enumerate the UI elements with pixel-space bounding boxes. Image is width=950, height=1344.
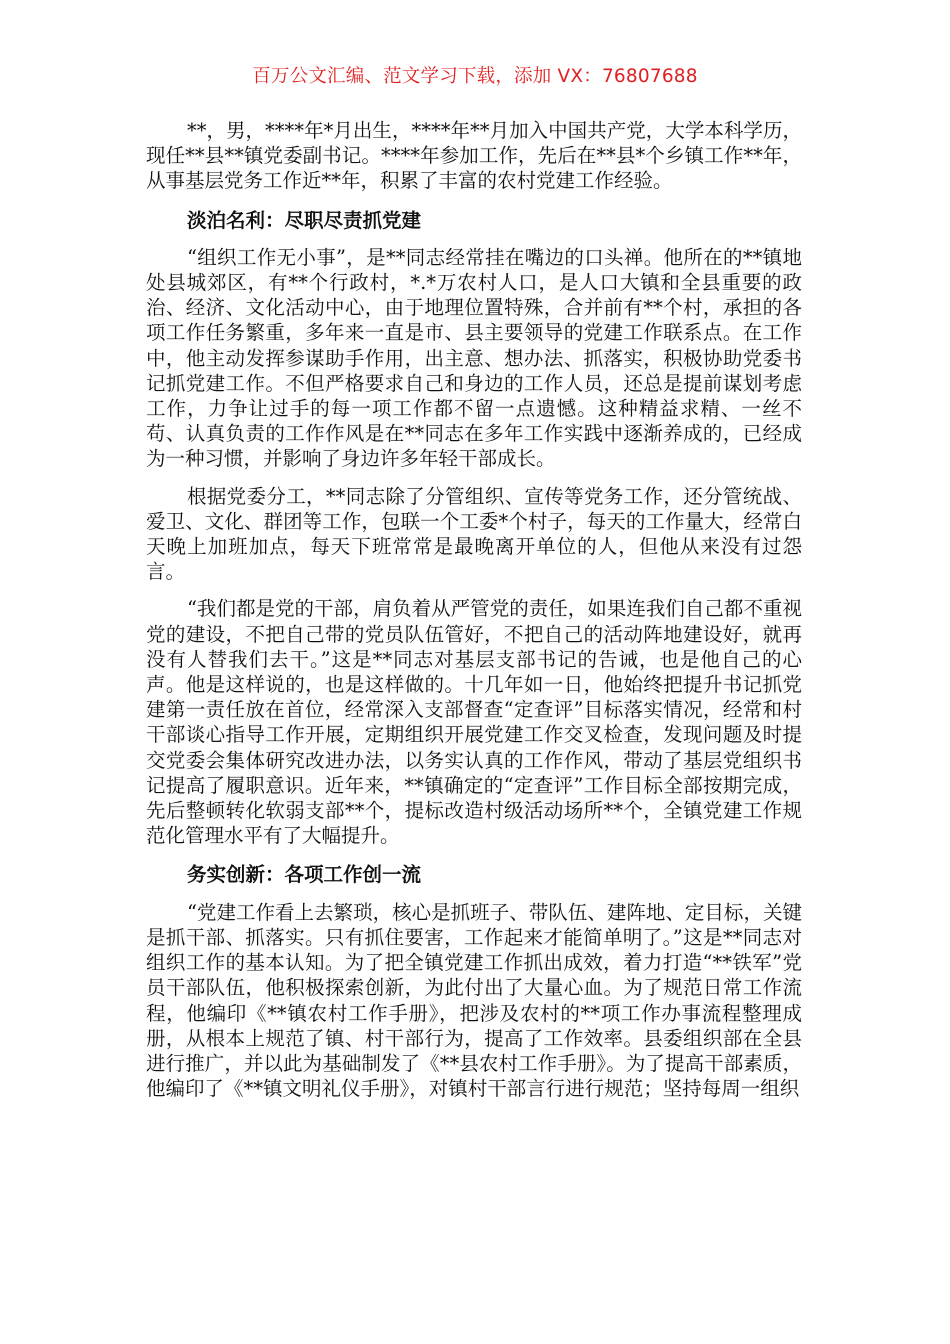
body-paragraph-2: 根据党委分工，**同志除了分管组织、宣传等党务工作，还分管统战、爱卫、文化、群团等工作，包联一个工委*个村子，每天的工作量大，经常白天晚上加班加点，每天下班常常是最晚离开单位的人，但他从来没有过怨言。 [146,484,802,584]
body-paragraph-3: “我们都是党的干部，肩负着从严管党的责任，如果连我们自己都不重视党的建设，不把自己带的党员队伍管好，不把自己的活动阵地建设好，就再没有人替我们去干。”这是**同志对基层支部书记的告诫，也是他自己的心声。他是这样说的，也是这样做的。十几年如一日，他始终把提升书记抓党建第一责任放在首位，经常深入支部督查“定查评”目标落实情况，经常和村干部谈心指导工作开展，定期组织开展党建工作交叉检查，发现问题及时提交党委会集体研究改进办法，以务实认真的工作作风，带动了基层党组织书记提高了履职意识。近年来，**镇确定的“定查评”工作目标全部按期完成，先后整顿转化软弱支部**个，提标改造村级活动场所**个，全镇党建工作规范化管理水平有了大幅提升。 [146,597,802,848]
promo-banner: 百万公文汇编、范文学习下载，添加 VX：76807688 [252,66,698,87]
section-heading-2: 务实创新：各项工作创一流 [186,863,421,887]
body-paragraph-1: “组织工作无小事”，是**同志经常挂在嘴边的口头禅。他所在的**镇地处县城郊区，有**个行政村，*.*万农村人口，是人口大镇和全县重要的政治、经济、文化活动中心，由于地理位置特殊，合并前有**个村，承担的各项工作任务繁重，多年来一直是市、县主要领导的党建工作联系点。在工作中，他主动发挥参谋助手作用，出主意、想办法、抓落实，积极协助党委书记抓党建工作。不但严格要求自己和身边的工作人员，还总是提前谋划考虑工作，力争让过手的每一项工作都不留一点遗憾。这种精益求精、一丝不苟、认真负责的工作作风是在**同志在多年工作实践中逐渐养成的，已经成为一种习惯，并影响了身边许多年轻干部成长。 [146,245,802,471]
intro-paragraph: **，男，****年*月出生，****年**月加入中国共产党，大学本科学历，现任**县**镇党委副书记。****年参加工作，先后在**县*个乡镇工作**年，从事基层党务工作近**年，积累了丰富的农村党建工作经验。 [146,119,802,193]
section-heading-1: 淡泊名利：尽职尽责抓党建 [186,208,421,232]
body-paragraph-4: “党建工作看上去繁琐，核心是抓班子、带队伍、建阵地、定目标，关键是抓干部、抓落实。只有抓住要害，工作起来才能简单明了。”这是**同志对组织工作的基本认知。为了把全镇党建工作抓出成效，着力打造“**铁军”党员干部队伍，他积极探索创新，为此付出了大量心血。为了规范日常工作流程，他编印《**镇农村工作手册》，把涉及农村的**项工作办事流程整理成册，从根本上规范了镇、村干部行为，提高了工作效率。县委组织部在全县进行推广，并以此为基础制发了《**县农村工作手册》。为了提高干部素质，他编印了《**镇文明礼仪手册》，对镇村干部言行进行规范；坚持每周一组织 [146,900,802,1101]
article-body [146,118,802,1101]
